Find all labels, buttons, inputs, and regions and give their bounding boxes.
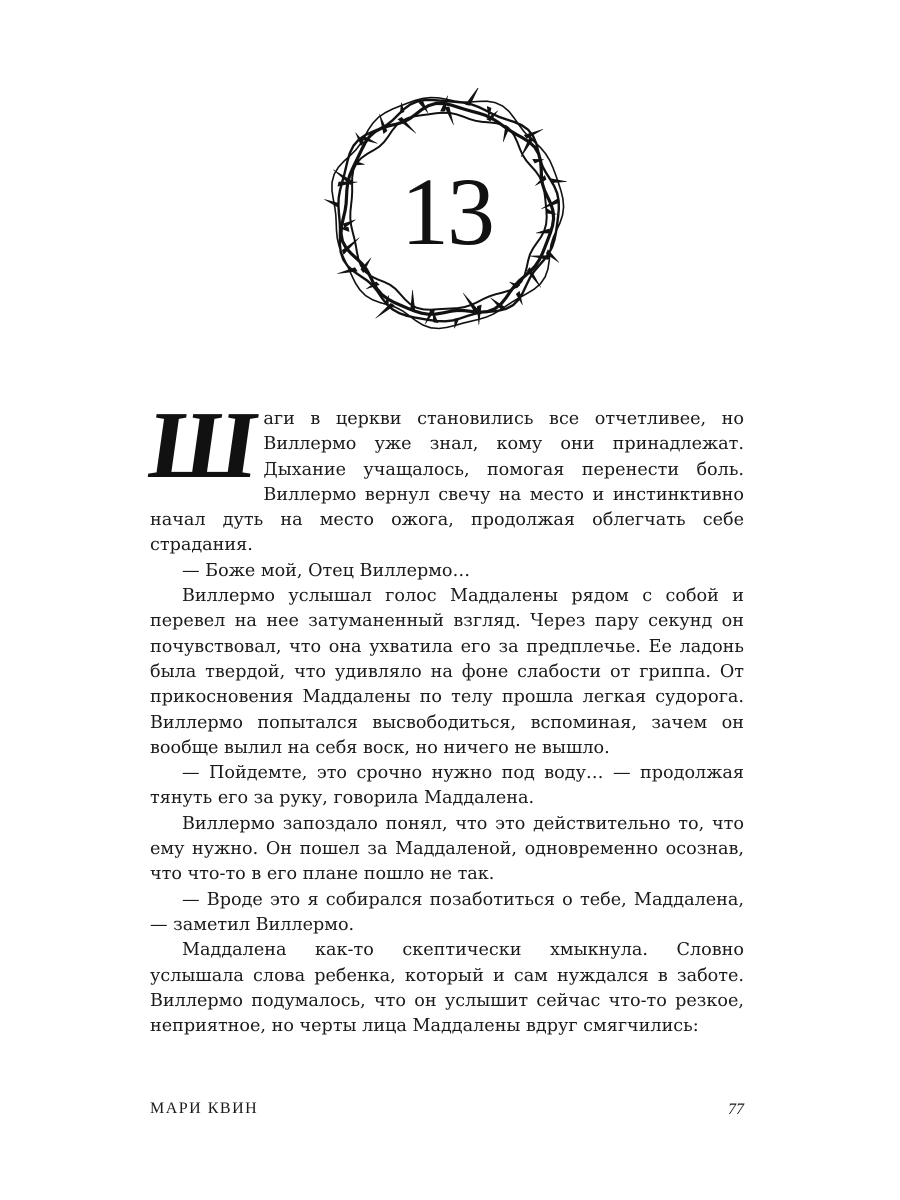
chapter-number: 13 bbox=[401, 157, 493, 265]
paragraph: Виллермо запоздало понял, что это действительно то, что ему нужно. Он пошел за Маддаленой, одновременно осознав, что что-то в его плане пошло не так. bbox=[150, 813, 744, 885]
paragraph: Виллермо услышал голос Маддалены рядом с собой и перевел на нее затуманенный взгляд. Через пару секунд он почувствовал, что она ухватила его за предплечье. Ее ладонь была твердой, что удивляло на фоне слабости от гриппа. От прикосновения Маддалены по телу прошла легкая судорога. Виллермо попытался высвободиться, вспоминая, зачем он вообще вылил на себя воск, но ничего не вышло. bbox=[150, 586, 744, 758]
paragraph: — Боже мой, Отец Виллермо… bbox=[182, 560, 471, 581]
paragraph: Шаги в церкви становились все отчетливее, но Виллермо уже знал, кому они принадлежат. Дыхание учащалось, помогая перенести боль. Виллермо вернул свечу на место и инстинктивно начал дуть на место ожога, продолжая облегчать себе страдания. bbox=[143, 391, 744, 556]
paragraph: Маддалена как-то скептически хмыкнула. Словно услышала слова ребенка, который и сам нуждался в заботе. Виллермо подумалось, что он услышит сейчас что-то резкое, неприятное, но черты лица Маддалены вдруг смягчились: bbox=[150, 940, 744, 1037]
running-footer-author: МАРИ КВИН bbox=[150, 1100, 259, 1117]
paragraph: — Вроде это я собирался позаботиться о тебе, Маддалена, — заметил Виллермо. bbox=[150, 889, 744, 935]
chapter-body bbox=[143, 391, 744, 1039]
drop-cap: Ш bbox=[143, 391, 264, 498]
page-number: 77 bbox=[728, 1101, 744, 1118]
paragraph: — Пойдемте, это срочно нужно под воду… — продолжая тянуть его за руку, говорила Маддалена. bbox=[150, 763, 744, 809]
